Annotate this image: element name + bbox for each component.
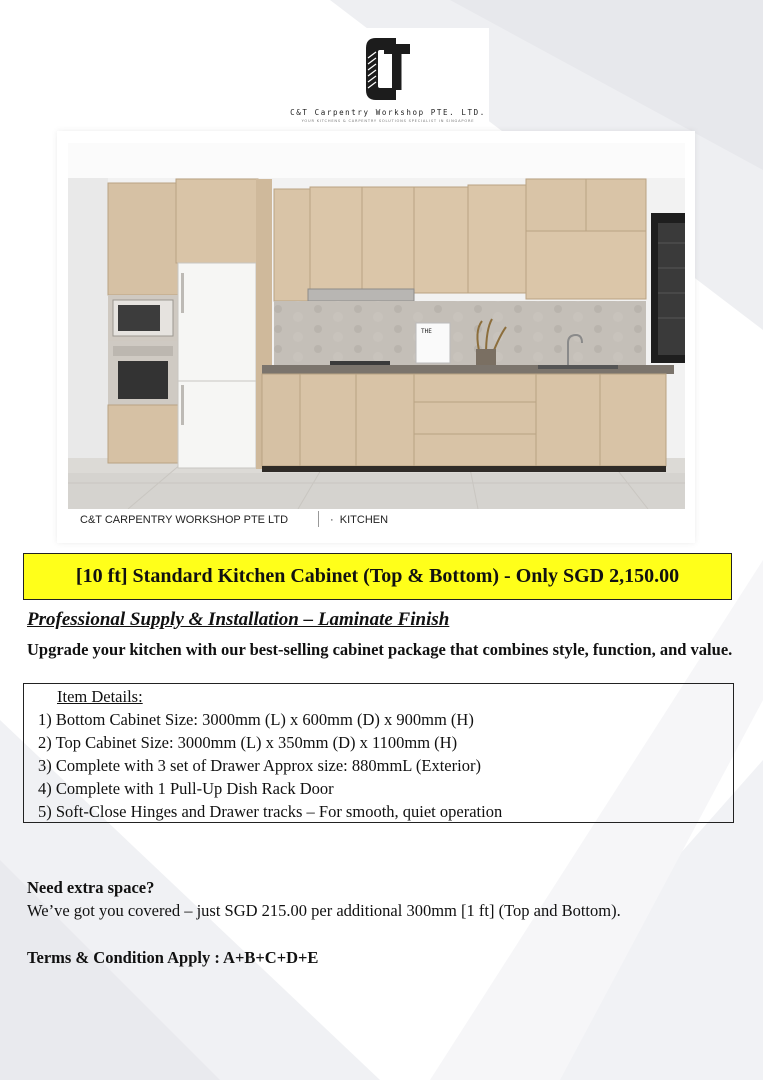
caption-room-label: KITCHEN (339, 514, 389, 526)
detail-item: 2) Top Cabinet Size: 3000mm (L) x 350mm (D) x 1100mm (H) (38, 733, 458, 752)
item-details-box (23, 683, 734, 823)
caption-company: C&T CARPENTRY WORKSHOP PTE LTD (80, 514, 289, 526)
detail-item: 5) Soft-Close Hinges and Drawer tracks – For smooth, quiet operation (38, 802, 503, 821)
extra-space-text: We’ve got you covered – just SGD 215.00 per additional 300mm [1 ft] (Top and Bottom). (27, 901, 621, 920)
kitchen-render (68, 143, 685, 509)
intro-text: Upgrade your kitchen with our best-selling cabinet package that combines style, function, and value. (27, 640, 733, 659)
company-logo (287, 28, 489, 128)
detail-item: 4) Complete with 1 Pull-Up Dish Rack Door (38, 779, 334, 798)
item-details-list (38, 708, 502, 823)
kitchen-photo-card (57, 131, 695, 543)
detail-item: 1) Bottom Cabinet Size: 3000mm (L) x 600mm (D) x 900mm (H) (38, 710, 474, 729)
terms-conditions: Terms & Condition Apply : A+B+C+D+E (27, 948, 319, 967)
logo-tagline: YOUR KITCHENS & CARPENTRY SOLUTIONS SPECIALIST IN SINGAPORE (301, 119, 475, 123)
photo-caption-bar (68, 509, 685, 531)
poster-text: THE (421, 328, 432, 335)
item-details-title: Item Details: (57, 687, 143, 706)
caption-room: · KITCHEN (330, 514, 389, 526)
service-subtitle: Professional Supply & Installation – Laminate Finish (27, 609, 450, 630)
extra-space-title: Need extra space? (27, 878, 155, 897)
caption-divider (318, 511, 319, 527)
detail-item: 3) Complete with 3 set of Drawer Approx size: 880mmL (Exterior) (38, 756, 481, 775)
logo-company-name: C&T Carpentry Workshop PTE. LTD. (290, 108, 486, 117)
product-title-banner: [10 ft] Standard Kitchen Cabinet (Top & Bottom) - Only SGD 2,150.00 (23, 553, 732, 600)
ct-logo-mark (362, 34, 414, 104)
